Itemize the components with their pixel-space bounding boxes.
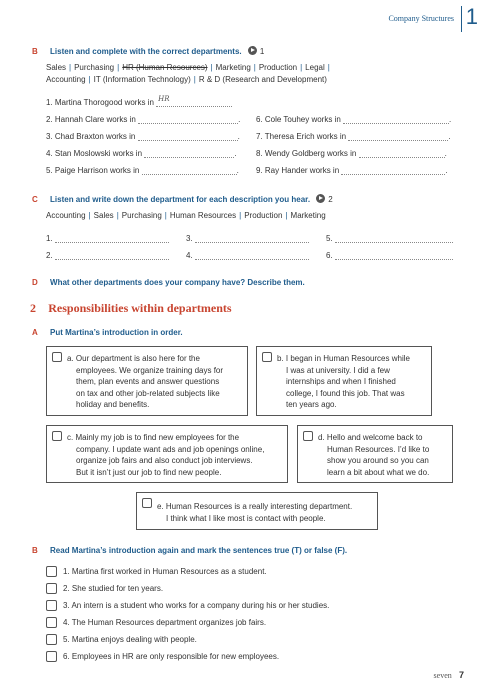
paragraph-box-c bbox=[46, 425, 288, 483]
option-hr: HR (Human Resources) bbox=[122, 63, 208, 72]
item-text: 4. Stan Moslowski works in bbox=[46, 149, 143, 158]
answer-blank[interactable] bbox=[138, 116, 238, 124]
item-text: 6. Cole Touhey works in bbox=[256, 115, 341, 124]
exercise-b2-heading bbox=[32, 546, 347, 555]
option-marketing: Marketing bbox=[290, 211, 326, 220]
exercise-d-heading bbox=[32, 278, 305, 287]
option-production: Production bbox=[258, 63, 298, 72]
blank-number: 6. bbox=[326, 251, 333, 260]
fill-item: 8. Wendy Goldberg works in . bbox=[256, 149, 447, 158]
tf-checkbox[interactable] bbox=[46, 566, 57, 577]
fill-item bbox=[46, 95, 232, 107]
option-sales: Sales bbox=[46, 63, 67, 72]
answer-blank[interactable] bbox=[144, 150, 234, 158]
blank-number: 3. bbox=[186, 234, 193, 243]
department-options: Accounting | Sales | Purchasing | Human Resources | Production | Marketing bbox=[46, 211, 326, 220]
exercise-title: Listen and complete with the correct departments. bbox=[50, 47, 242, 56]
paragraph-box-b bbox=[256, 346, 432, 416]
blank-item bbox=[46, 234, 169, 243]
exercise-c-heading bbox=[32, 194, 333, 204]
example-answer: HR bbox=[158, 95, 170, 103]
page-number: 7 bbox=[458, 670, 464, 680]
item-text: 2. Hannah Clare works in bbox=[46, 115, 136, 124]
exercise-letter: B bbox=[32, 47, 38, 56]
answer-blank[interactable] bbox=[55, 252, 169, 260]
blank-number: 5. bbox=[326, 234, 333, 243]
answer-blank[interactable] bbox=[195, 252, 309, 260]
text-line: holiday and benefits. bbox=[76, 400, 150, 409]
tf-checkbox[interactable] bbox=[46, 617, 57, 628]
statement-text: 6. Employees in HR are only responsible for new employees. bbox=[63, 652, 280, 661]
answer-blank[interactable] bbox=[142, 167, 237, 175]
option-accounting: Accounting bbox=[46, 211, 86, 220]
item-text: 3. Chad Braxton works in bbox=[46, 132, 136, 141]
fill-item: 7. Theresa Erich works in . bbox=[256, 132, 451, 141]
answer-blank[interactable] bbox=[343, 116, 449, 124]
item-text: 8. Wendy Goldberg works in bbox=[256, 149, 357, 158]
audio-play-icon[interactable] bbox=[248, 46, 257, 55]
exercise-title: Put Martina’s introduction in order. bbox=[50, 328, 183, 337]
tf-checkbox[interactable] bbox=[46, 651, 57, 662]
text-line: d. Hello and welcome back to bbox=[318, 433, 423, 442]
text-line: Human Resources. I’d like to bbox=[327, 444, 430, 454]
track-number: 2 bbox=[328, 195, 333, 204]
exercise-a-heading bbox=[32, 328, 183, 337]
order-checkbox[interactable] bbox=[52, 431, 62, 441]
answer-blank[interactable] bbox=[55, 235, 169, 243]
blank-number: 4. bbox=[186, 251, 193, 260]
text-line: c. Mainly my job is to find new employees for the bbox=[67, 433, 240, 442]
blank-number: 2. bbox=[46, 251, 53, 260]
option-purchasing: Purchasing bbox=[121, 211, 162, 220]
paragraph-text bbox=[67, 353, 223, 411]
text-line: I think what I like most is contact with people. bbox=[166, 513, 326, 523]
text-line: e. Human Resources is a really interesting department. bbox=[157, 502, 353, 511]
text-line: company. I update want ads and job openings online, bbox=[76, 444, 265, 454]
option-accounting: Accounting bbox=[46, 75, 86, 84]
option-sales: Sales bbox=[93, 211, 114, 220]
paragraph-text bbox=[157, 501, 352, 524]
page-footer bbox=[434, 670, 464, 680]
text-line: internships and when I finished bbox=[286, 377, 396, 386]
paragraph-box-d bbox=[297, 425, 453, 483]
answer-blank[interactable] bbox=[348, 133, 448, 141]
item-text: 7. Theresa Erich works in bbox=[256, 132, 347, 141]
option-marketing: Marketing bbox=[215, 63, 251, 72]
blank-number: 1. bbox=[46, 234, 53, 243]
answer-blank[interactable] bbox=[335, 252, 453, 260]
text-line: college, I found this job. That was bbox=[286, 388, 405, 398]
fill-item: 5. Paige Harrison works in . bbox=[46, 166, 239, 175]
section-title: Responsibilities within departments bbox=[48, 301, 232, 315]
option-purchasing: Purchasing bbox=[74, 63, 115, 72]
paragraph-box-a bbox=[46, 346, 248, 416]
option-it: IT (Information Technology) bbox=[93, 75, 191, 84]
text-line: But it isn’t just our job to find new people. bbox=[76, 467, 222, 477]
blank-item bbox=[186, 251, 309, 260]
answer-blank[interactable] bbox=[156, 95, 232, 107]
answer-blank[interactable] bbox=[335, 235, 453, 243]
paragraph-text bbox=[277, 353, 410, 411]
text-line: b. I began in Human Resources while bbox=[277, 354, 410, 363]
exercise-title: Listen and write down the department for each description you hear. bbox=[50, 195, 311, 204]
text-line: on tax and other job-related subjects like bbox=[76, 388, 220, 398]
blank-item bbox=[186, 234, 309, 243]
running-header-title: Company Structures bbox=[388, 14, 454, 23]
answer-blank[interactable] bbox=[195, 235, 309, 243]
exercise-letter: B bbox=[32, 546, 38, 555]
text-line: organize job fairs and also conduct job interviews. bbox=[76, 456, 253, 465]
statement-text: 5. Martina enjoys dealing with people. bbox=[63, 635, 197, 644]
blank-item bbox=[46, 251, 169, 260]
statement-text: 2. She studied for ten years. bbox=[63, 584, 164, 593]
blank-item bbox=[326, 234, 453, 243]
exercise-letter: C bbox=[32, 195, 38, 204]
text-line: I was at university. I did a few bbox=[286, 365, 390, 375]
tf-checkbox[interactable] bbox=[46, 600, 57, 611]
tf-checkbox[interactable] bbox=[46, 634, 57, 645]
item-text: 1. Martina Thorogood works in bbox=[46, 98, 154, 107]
paragraph-text bbox=[318, 432, 429, 478]
item-text: 5. Paige Harrison works in bbox=[46, 166, 140, 175]
order-checkbox[interactable] bbox=[303, 431, 313, 441]
section-2-heading bbox=[30, 301, 232, 316]
option-production: Production bbox=[244, 211, 283, 220]
text-line: ten years ago. bbox=[286, 400, 337, 409]
text-line: a. Our department is also here for the bbox=[67, 354, 200, 363]
fill-item: 3. Chad Braxton works in . bbox=[46, 132, 240, 141]
unit-number: 1 bbox=[465, 4, 478, 29]
section-number: 2 bbox=[30, 301, 36, 315]
track-number: 1 bbox=[259, 47, 265, 56]
answer-blank[interactable] bbox=[359, 150, 445, 158]
fill-item: 2. Hannah Clare works in . bbox=[46, 115, 241, 124]
exercise-letter: D bbox=[32, 278, 38, 287]
option-human-resources: Human Resources bbox=[169, 211, 237, 220]
text-line: them, plan events and answer questions bbox=[76, 377, 220, 386]
statement-text: 1. Martina first worked in Human Resources as a student. bbox=[63, 567, 267, 576]
option-rd: R & D (Research and Development) bbox=[198, 75, 327, 84]
fill-item: 4. Stan Moslowski works in . bbox=[46, 149, 237, 158]
statement-text: 4. The Human Resources department organizes job fairs. bbox=[63, 618, 267, 627]
answer-blank[interactable] bbox=[138, 133, 238, 141]
paragraph-box-e bbox=[136, 492, 378, 530]
answer-blank[interactable] bbox=[341, 167, 445, 175]
order-checkbox[interactable] bbox=[52, 352, 62, 362]
text-line: employees. We organize training days for bbox=[76, 365, 224, 375]
item-text: 9. Ray Hander works in bbox=[256, 166, 340, 175]
paragraph-text bbox=[67, 432, 264, 478]
tf-checkbox[interactable] bbox=[46, 583, 57, 594]
order-checkbox[interactable] bbox=[262, 352, 272, 362]
text-line: learn a bit about what we do. bbox=[327, 467, 430, 477]
page-word: seven bbox=[433, 671, 452, 680]
header-divider bbox=[461, 6, 462, 32]
option-legal: Legal bbox=[305, 63, 325, 72]
fill-item: 9. Ray Hander works in . bbox=[256, 166, 448, 175]
blank-item bbox=[326, 251, 453, 260]
order-checkbox[interactable] bbox=[142, 498, 152, 508]
exercise-title: What other departments does your company have? Describe them. bbox=[50, 278, 305, 287]
exercise-title: Read Martina’s introduction again and mark the sentences true (T) or false (F). bbox=[50, 546, 348, 555]
exercise-letter: A bbox=[32, 328, 38, 337]
text-line: show you around so you can bbox=[327, 456, 429, 465]
statement-text: 3. An intern is a student who works for a company during his or her studies. bbox=[63, 601, 330, 610]
audio-play-icon[interactable] bbox=[316, 194, 325, 203]
department-options: Sales | Purchasing | HR (Human Resources) | Marketing | Production | Legal | Accounting | IT (Information Technology) | R & D (Research and Development) bbox=[46, 63, 330, 84]
exercise-b-heading bbox=[32, 46, 264, 56]
fill-item: 6. Cole Touhey works in . bbox=[256, 115, 452, 124]
